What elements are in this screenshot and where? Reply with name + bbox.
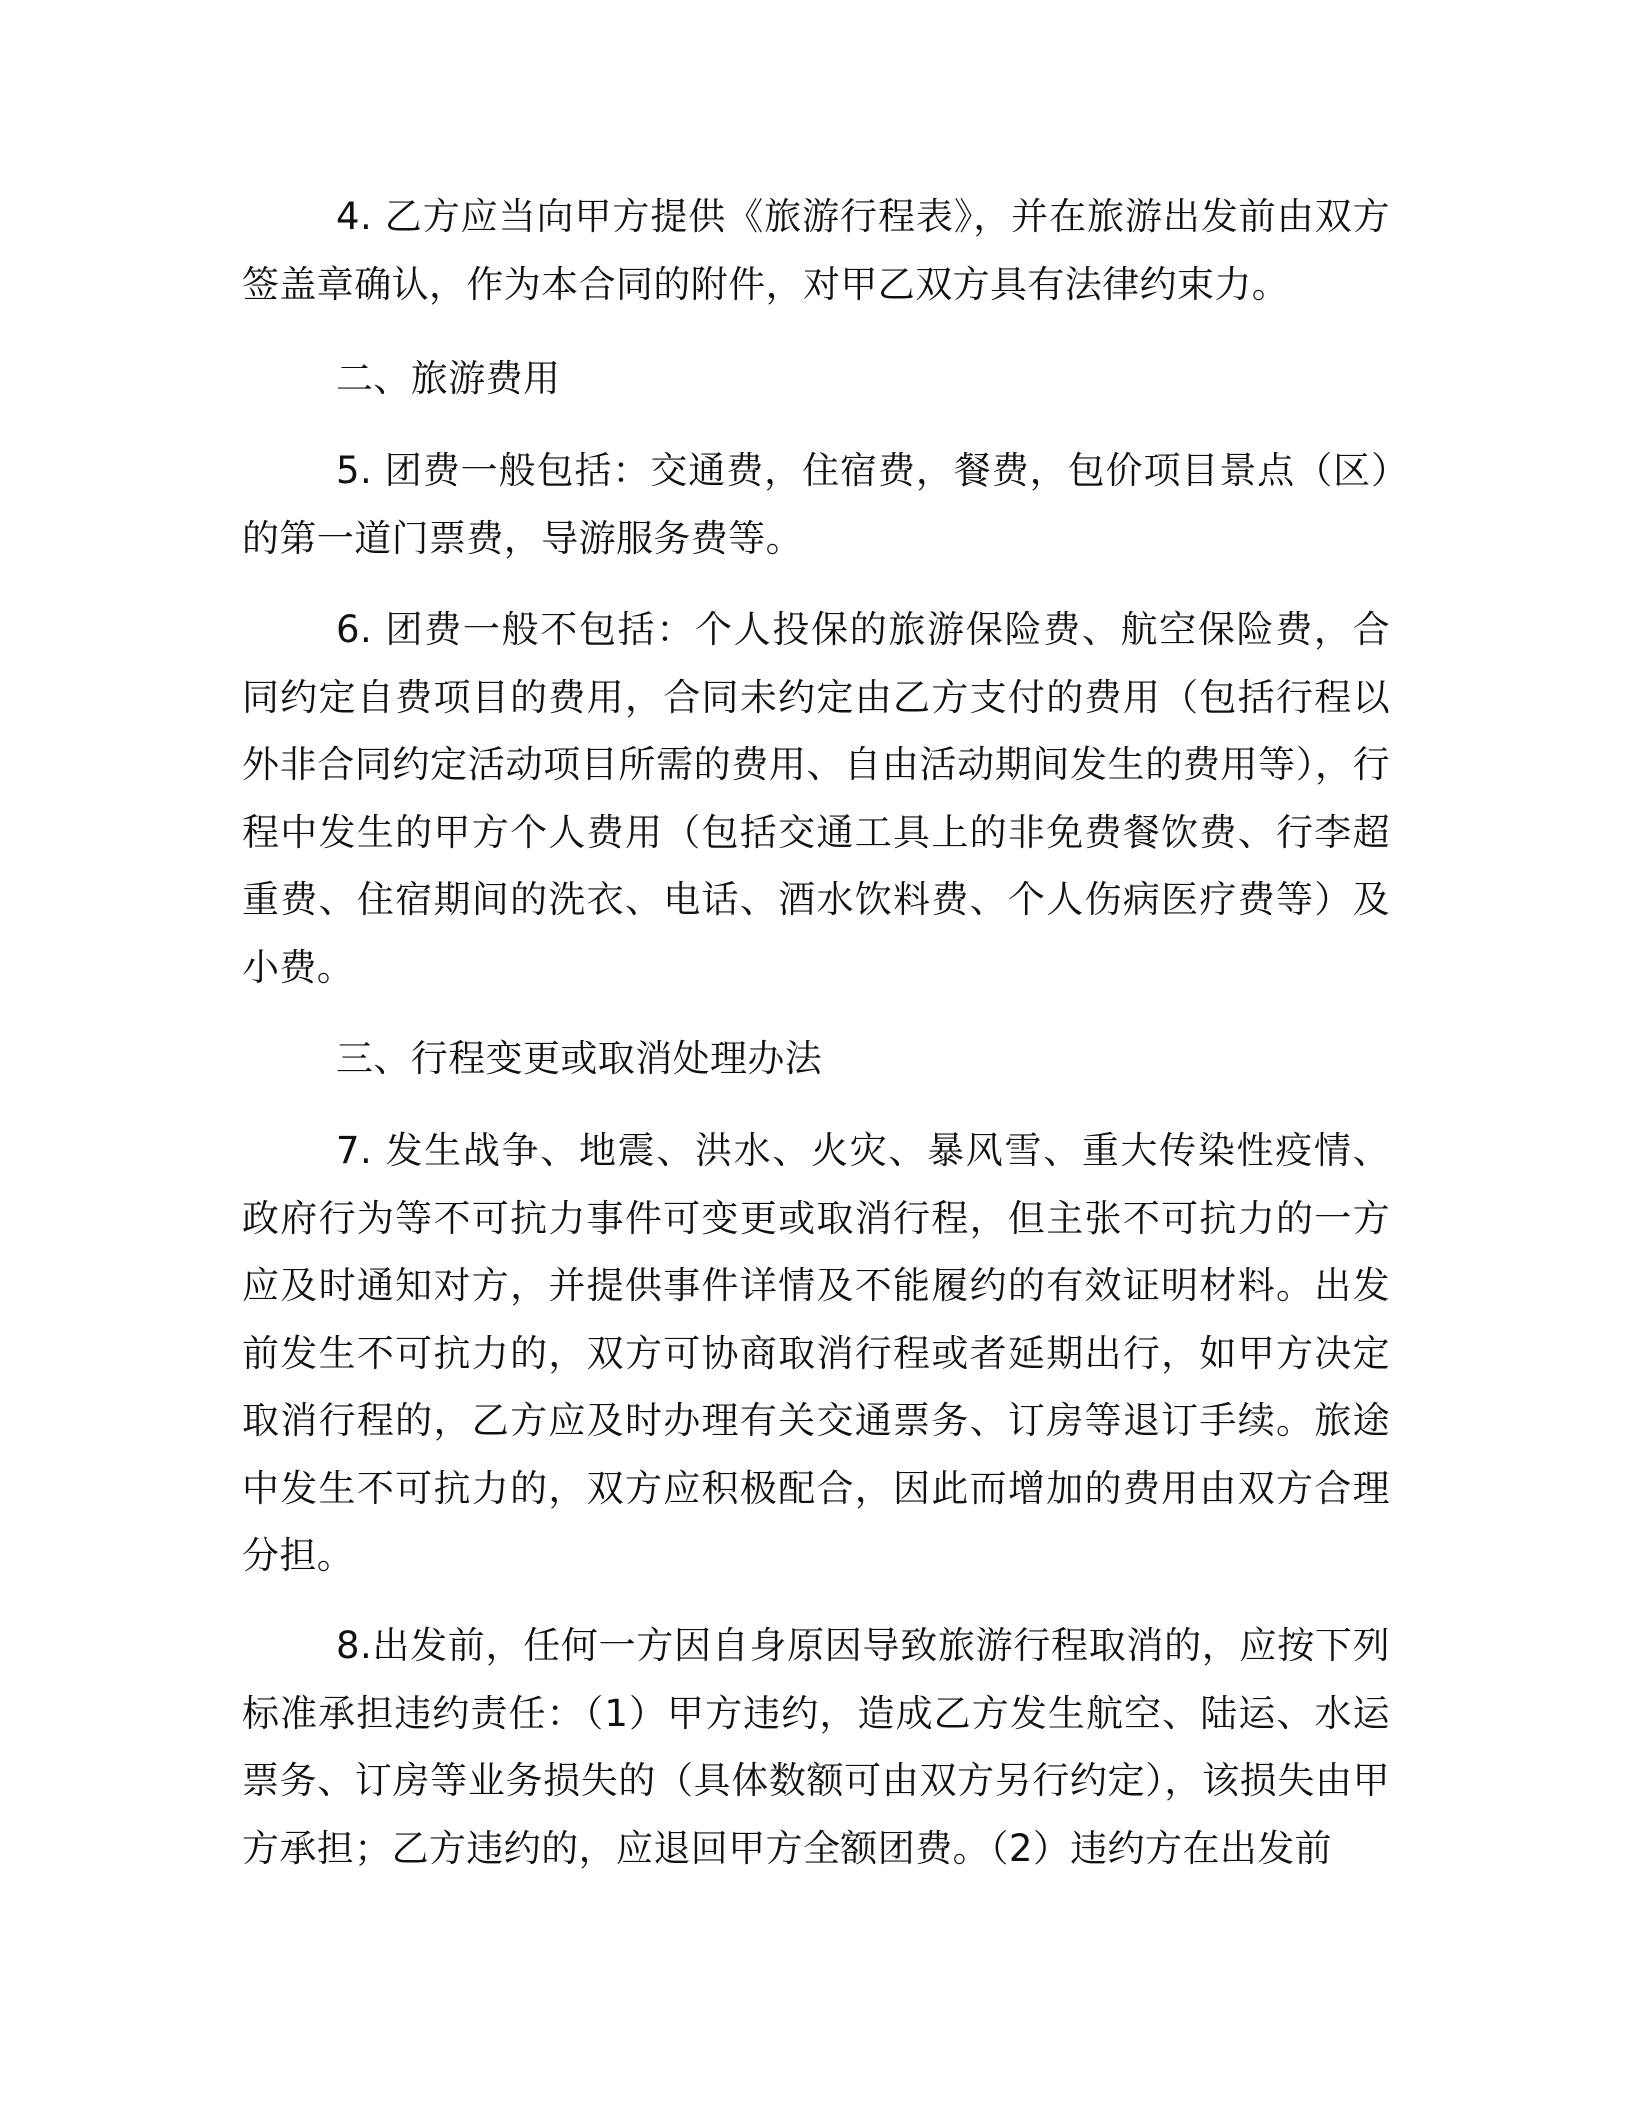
clause-8-paragraph: 8.出发前，任何一方因自身原因导致旅游行程取消的，应按下列标准承担违约责任：（1）甲方违约，造成乙方发生航空、陆运、水运票务、订房等业务损失的（具体数额可由双方另行约定），该损失由甲方承担；乙方违约的，应退回甲方全额团费。（2）违约方在出发前 (242, 1624, 1390, 1870)
section-heading-fees: 二、旅游费用 (336, 357, 561, 400)
clause-6-paragraph: 6. 团费一般不包括：个人投保的旅游保险费、航空保险费，合同约定自费项目的费用，合同未约定由乙方支付的费用（包括行程以外非合同约定活动项目所需的费用、自由活动期间发生的费用等），行程中发生的甲方个人费用（包括交通工具上的非免费餐饮费、行李超重费、住宿期间的洗衣、电话、酒水饮料费、个人伤病医疗费等）及小费。 (242, 608, 1390, 989)
clause-7-paragraph: 7. 发生战争、地震、洪水、火灾、暴风雪、重大传染性疫情、政府行为等不可抗力事件可变更或取消行程，但主张不可抗力的一方应及时通知对方，并提供事件详情及不能履约的有效证明材料。出发前发生不可抗力的，双方可协商取消行程或者延期出行，如甲方决定取消行程的，乙方应及时办理有关交通票务、订房等退订手续。旅途中发生不可抗力的，双方应积极配合，因此而增加的费用由双方合理分担。 (242, 1129, 1390, 1577)
clause-4-paragraph: 4. 乙方应当向甲方提供《旅游行程表》，并在旅游出发前由双方签盖章确认，作为本合同的附件，对甲乙双方具有法律约束力。 (242, 195, 1390, 306)
document-page (242, 0, 1390, 2112)
clause-5-paragraph: 5. 团费一般包括：交通费，住宿费，餐费，包价项目景点（区）的第一道门票费，导游服务费等。 (242, 449, 1390, 560)
section-heading-itinerary-change: 三、行程变更或取消处理办法 (336, 1037, 823, 1080)
